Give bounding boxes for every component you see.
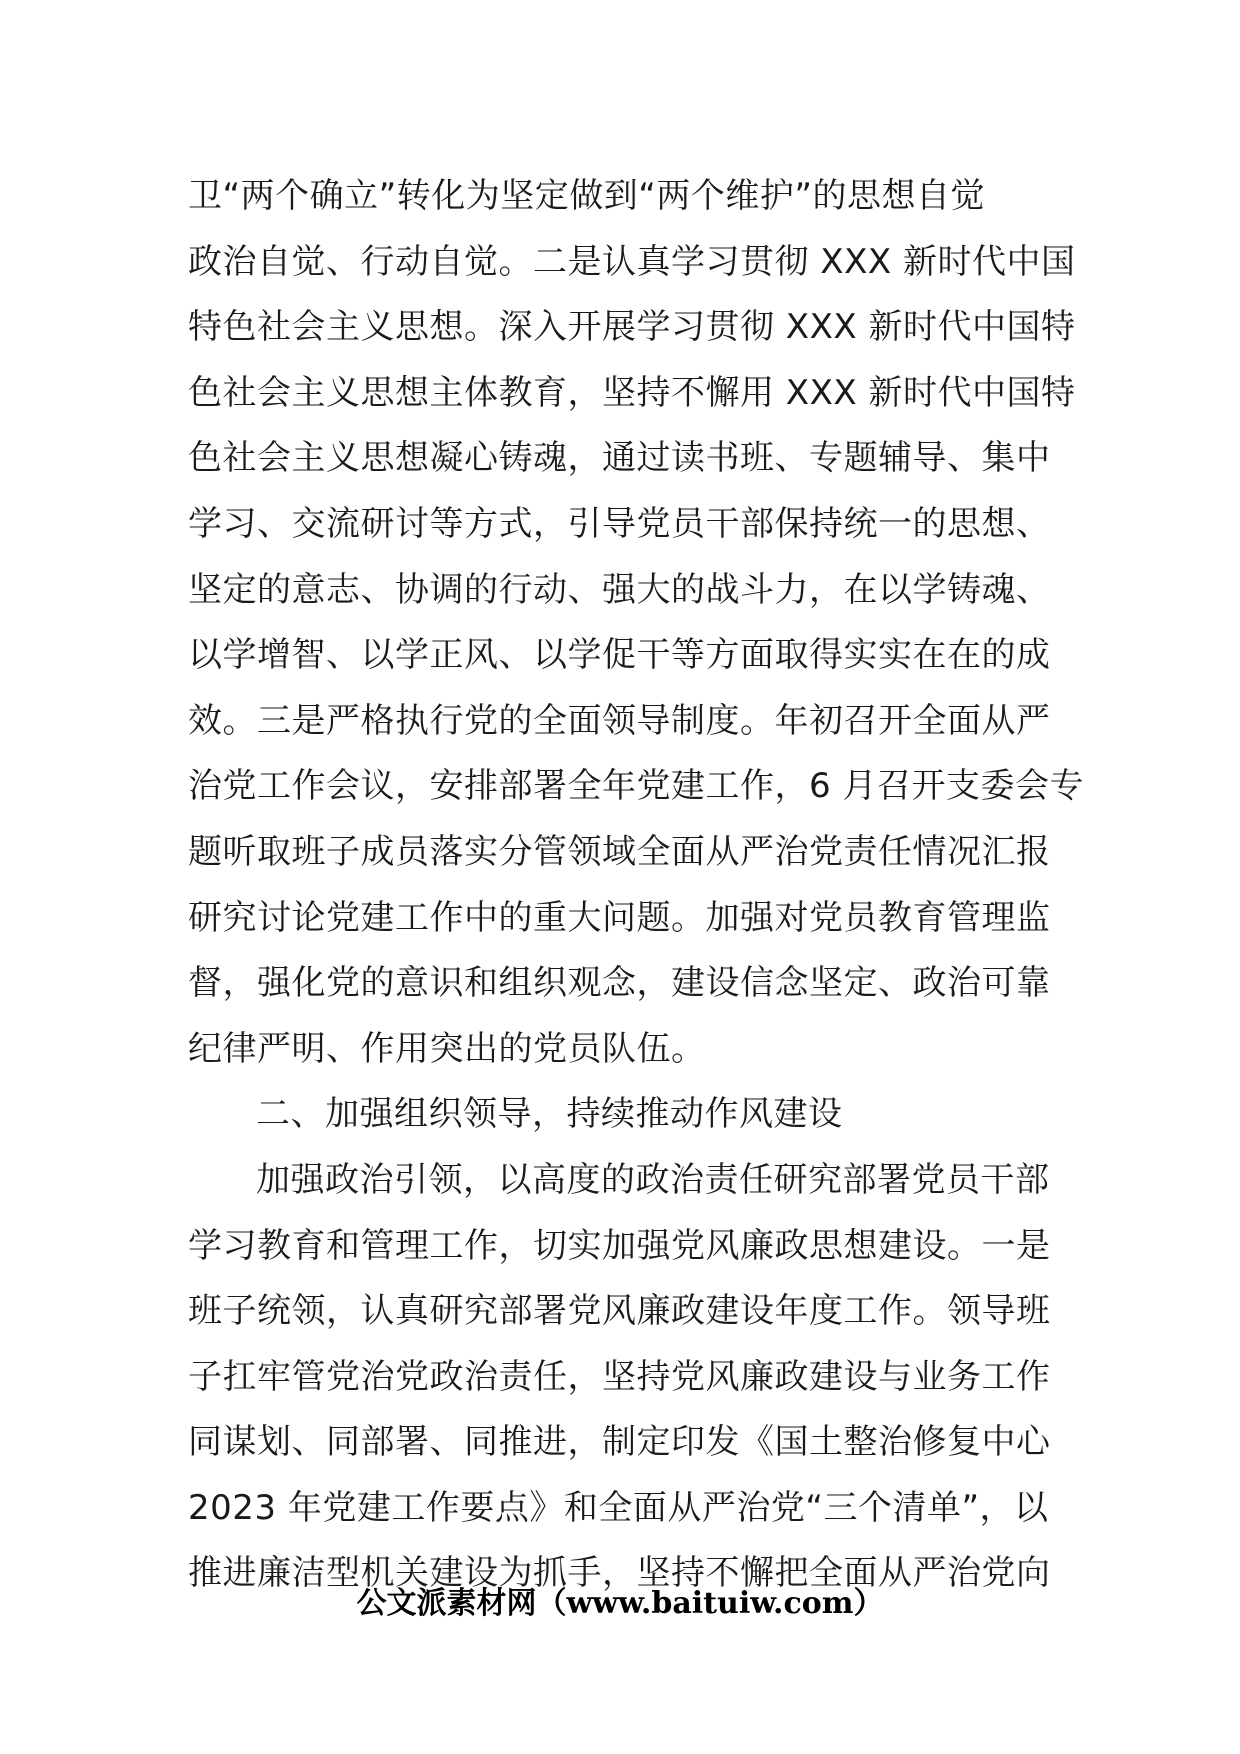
- document-body: [188, 164, 1084, 1607]
- text-line: 班子统领，认真研究部署党风廉政建设年度工作。领导班: [188, 1291, 1051, 1332]
- section-heading: 二、加强组织领导，持续推动作风建设: [256, 1094, 843, 1135]
- text-line: 督，强化党的意识和组织观念，建设信念坚定、政治可靠: [188, 963, 1051, 1004]
- text-line: 色社会主义思想主体教育，坚持不懈用 XXX 新时代中国特: [188, 372, 1076, 413]
- text-line: 子扛牢管党治党政治责任，坚持党风廉政建设与业务工作: [188, 1356, 1051, 1397]
- text-line: 同谋划、同部署、同推进，制定印发《国土整治修复中心: [188, 1422, 1051, 1463]
- text-line: 卫“两个确立”转化为坚定做到“两个维护”的思想自觉: [188, 176, 985, 216]
- text-line: 政治自觉、行动自觉。二是认真学习贯彻 XXX 新时代中国: [188, 241, 1076, 282]
- text-line: 色社会主义思想凝心铸魂，通过读书班、专题辅导、集中: [188, 438, 1051, 479]
- text-line: 学习教育和管理工作，切实加强党风廉政思想建设。一是: [188, 1225, 1051, 1266]
- text-line: 治党工作会议，安排部署全年党建工作，6 月召开支委会专: [188, 766, 1084, 807]
- text-line: 坚定的意志、协调的行动、强大的战斗力，在以学铸魂、: [188, 569, 1051, 610]
- text-line: 研究讨论党建工作中的重大问题。加强对党员教育管理监: [188, 897, 1051, 938]
- text-line: 特色社会主义思想。深入开展学习贯彻 XXX 新时代中国特: [188, 307, 1076, 348]
- paragraph-first-line: 加强政治引领，以高度的政治责任研究部署党员干部: [256, 1159, 1050, 1200]
- text-line: 推进廉洁型机关建设为抓手，坚持不懈把全面从严治党向: [188, 1553, 1051, 1594]
- text-line: 以学增智、以学正风、以学促干等方面取得实实在在的成: [188, 635, 1051, 676]
- text-line: 学习、交流研讨等方式，引导党员干部保持统一的思想、: [188, 503, 1051, 544]
- text-line: 题听取班子成员落实分管领域全面从严治党责任情况汇报: [188, 831, 1051, 872]
- text-line: 2023 年党建工作要点》和全面从严治党“三个清单”，以: [188, 1487, 1049, 1528]
- text-line: 纪律严明、作用突出的党员队伍。: [188, 1028, 706, 1069]
- text-line: 效。三是严格执行党的全面领导制度。年初召开全面从严: [188, 700, 1051, 741]
- footer-watermark: 公文派素材网（www.baituiw.com）: [356, 1586, 884, 1621]
